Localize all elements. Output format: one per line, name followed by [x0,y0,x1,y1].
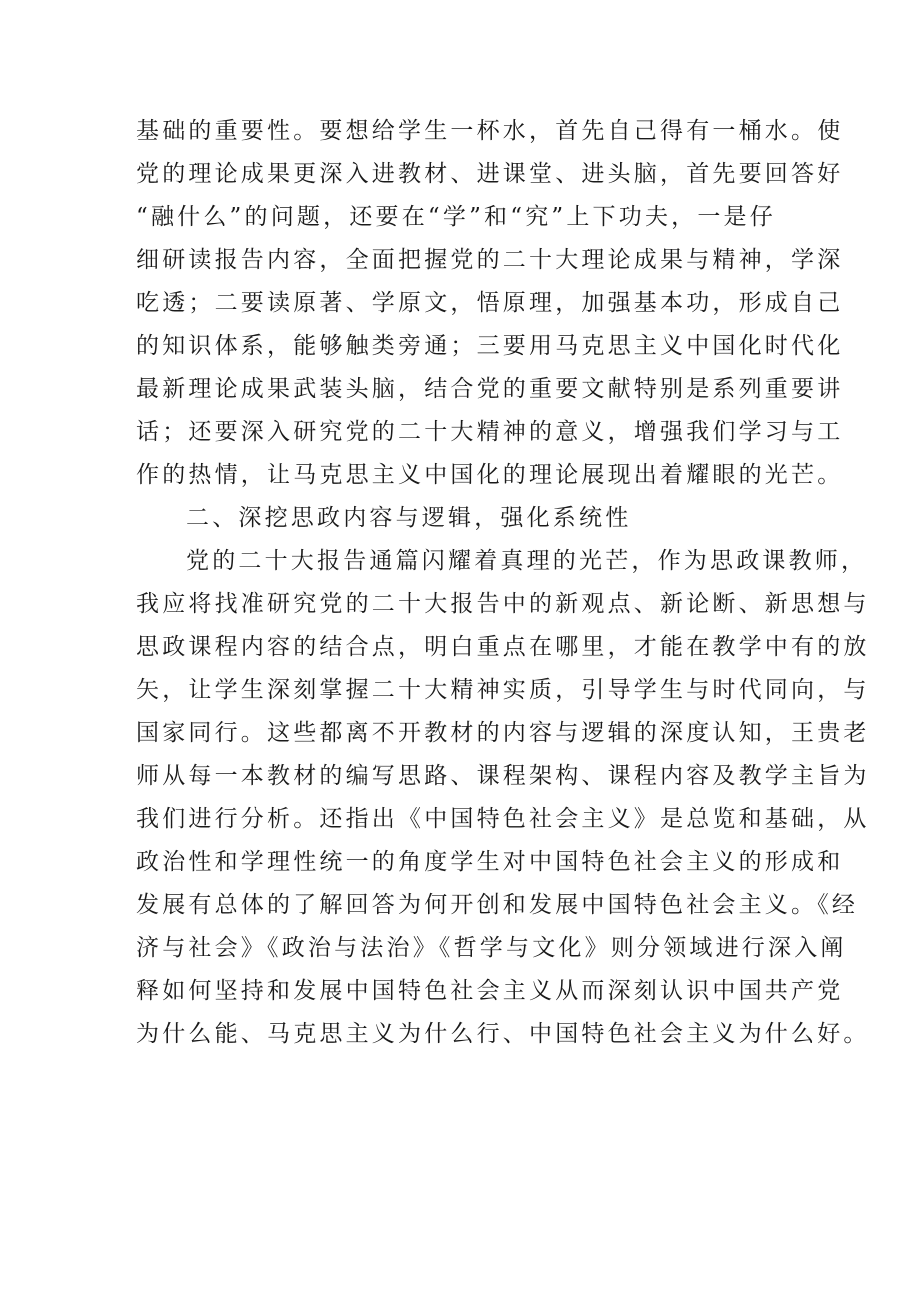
paragraph-line: 矢，让学生深刻掌握二十大精神实质，引导学生与时代同向，与 [136,677,870,703]
paragraph-line: 作的热情，让马克思主义中国化的理论展现出着耀眼的光芒。 [136,462,844,488]
paragraph-line: 我应将找准研究党的二十大报告中的新观点、新论断、新思想与 [136,591,870,617]
paragraph-line: 国家同行。这些都离不开教材的内容与逻辑的深度认知，王贵老 [136,720,870,746]
paragraph-line: 话；还要深入研究党的二十大精神的意义，增强我们学习与工 [136,419,844,445]
paragraph-line: 细研读报告内容，全面把握党的二十大理论成果与精神，学深 [136,247,844,273]
paragraph-line: 发展有总体的了解回答为何开创和发展中国特色社会主义。《经 [136,892,859,918]
paragraph-line: 基础的重要性。要想给学生一杯水，首先自己得有一桶水。使 [136,118,844,144]
paragraph-line: 济与社会》《政治与法治》《哲学与文化》则分领域进行深入阐 [136,935,847,961]
paragraph-line: 吃透；二要读原著、学原文，悟原理，加强基本功，形成自己 [136,290,844,316]
paragraph-line: “融什么”的问题，还要在“学”和“究”上下功夫，一是仔 [136,204,776,230]
paragraph-line: 为什么能、马克思主义为什么行、中国特色社会主义为什么好。 [136,1021,870,1047]
paragraph-line: 思政课程内容的结合点，明白重点在哪里，才能在教学中有的放 [136,634,870,660]
paragraph-line: 党的二十大报告通篇闪耀着真理的光芒，作为思政课教师， [186,548,868,574]
paragraph-line: 师从每一本教材的编写思路、课程架构、课程内容及教学主旨为 [136,763,870,789]
section-heading: 二、深挖思政内容与逻辑，强化系统性 [186,505,632,531]
paragraph-line: 我们进行分析。还指出《中国特色社会主义》是总览和基础，从 [136,806,870,832]
paragraph-line: 的知识体系，能够触类旁通；三要用马克思主义中国化时代化 [136,333,844,359]
paragraph-line: 最新理论成果武装头脑，结合党的重要文献特别是系列重要讲 [136,376,844,402]
paragraph-line: 释如何坚持和发展中国特色社会主义从而深刻认识中国共产党 [136,978,844,1004]
paragraph-line: 政治性和学理性统一的角度学生对中国特色社会主义的形成和 [136,849,844,875]
paragraph-line: 党的理论成果更深入进教材、进课堂、进头脑，首先要回答好 [136,161,844,187]
